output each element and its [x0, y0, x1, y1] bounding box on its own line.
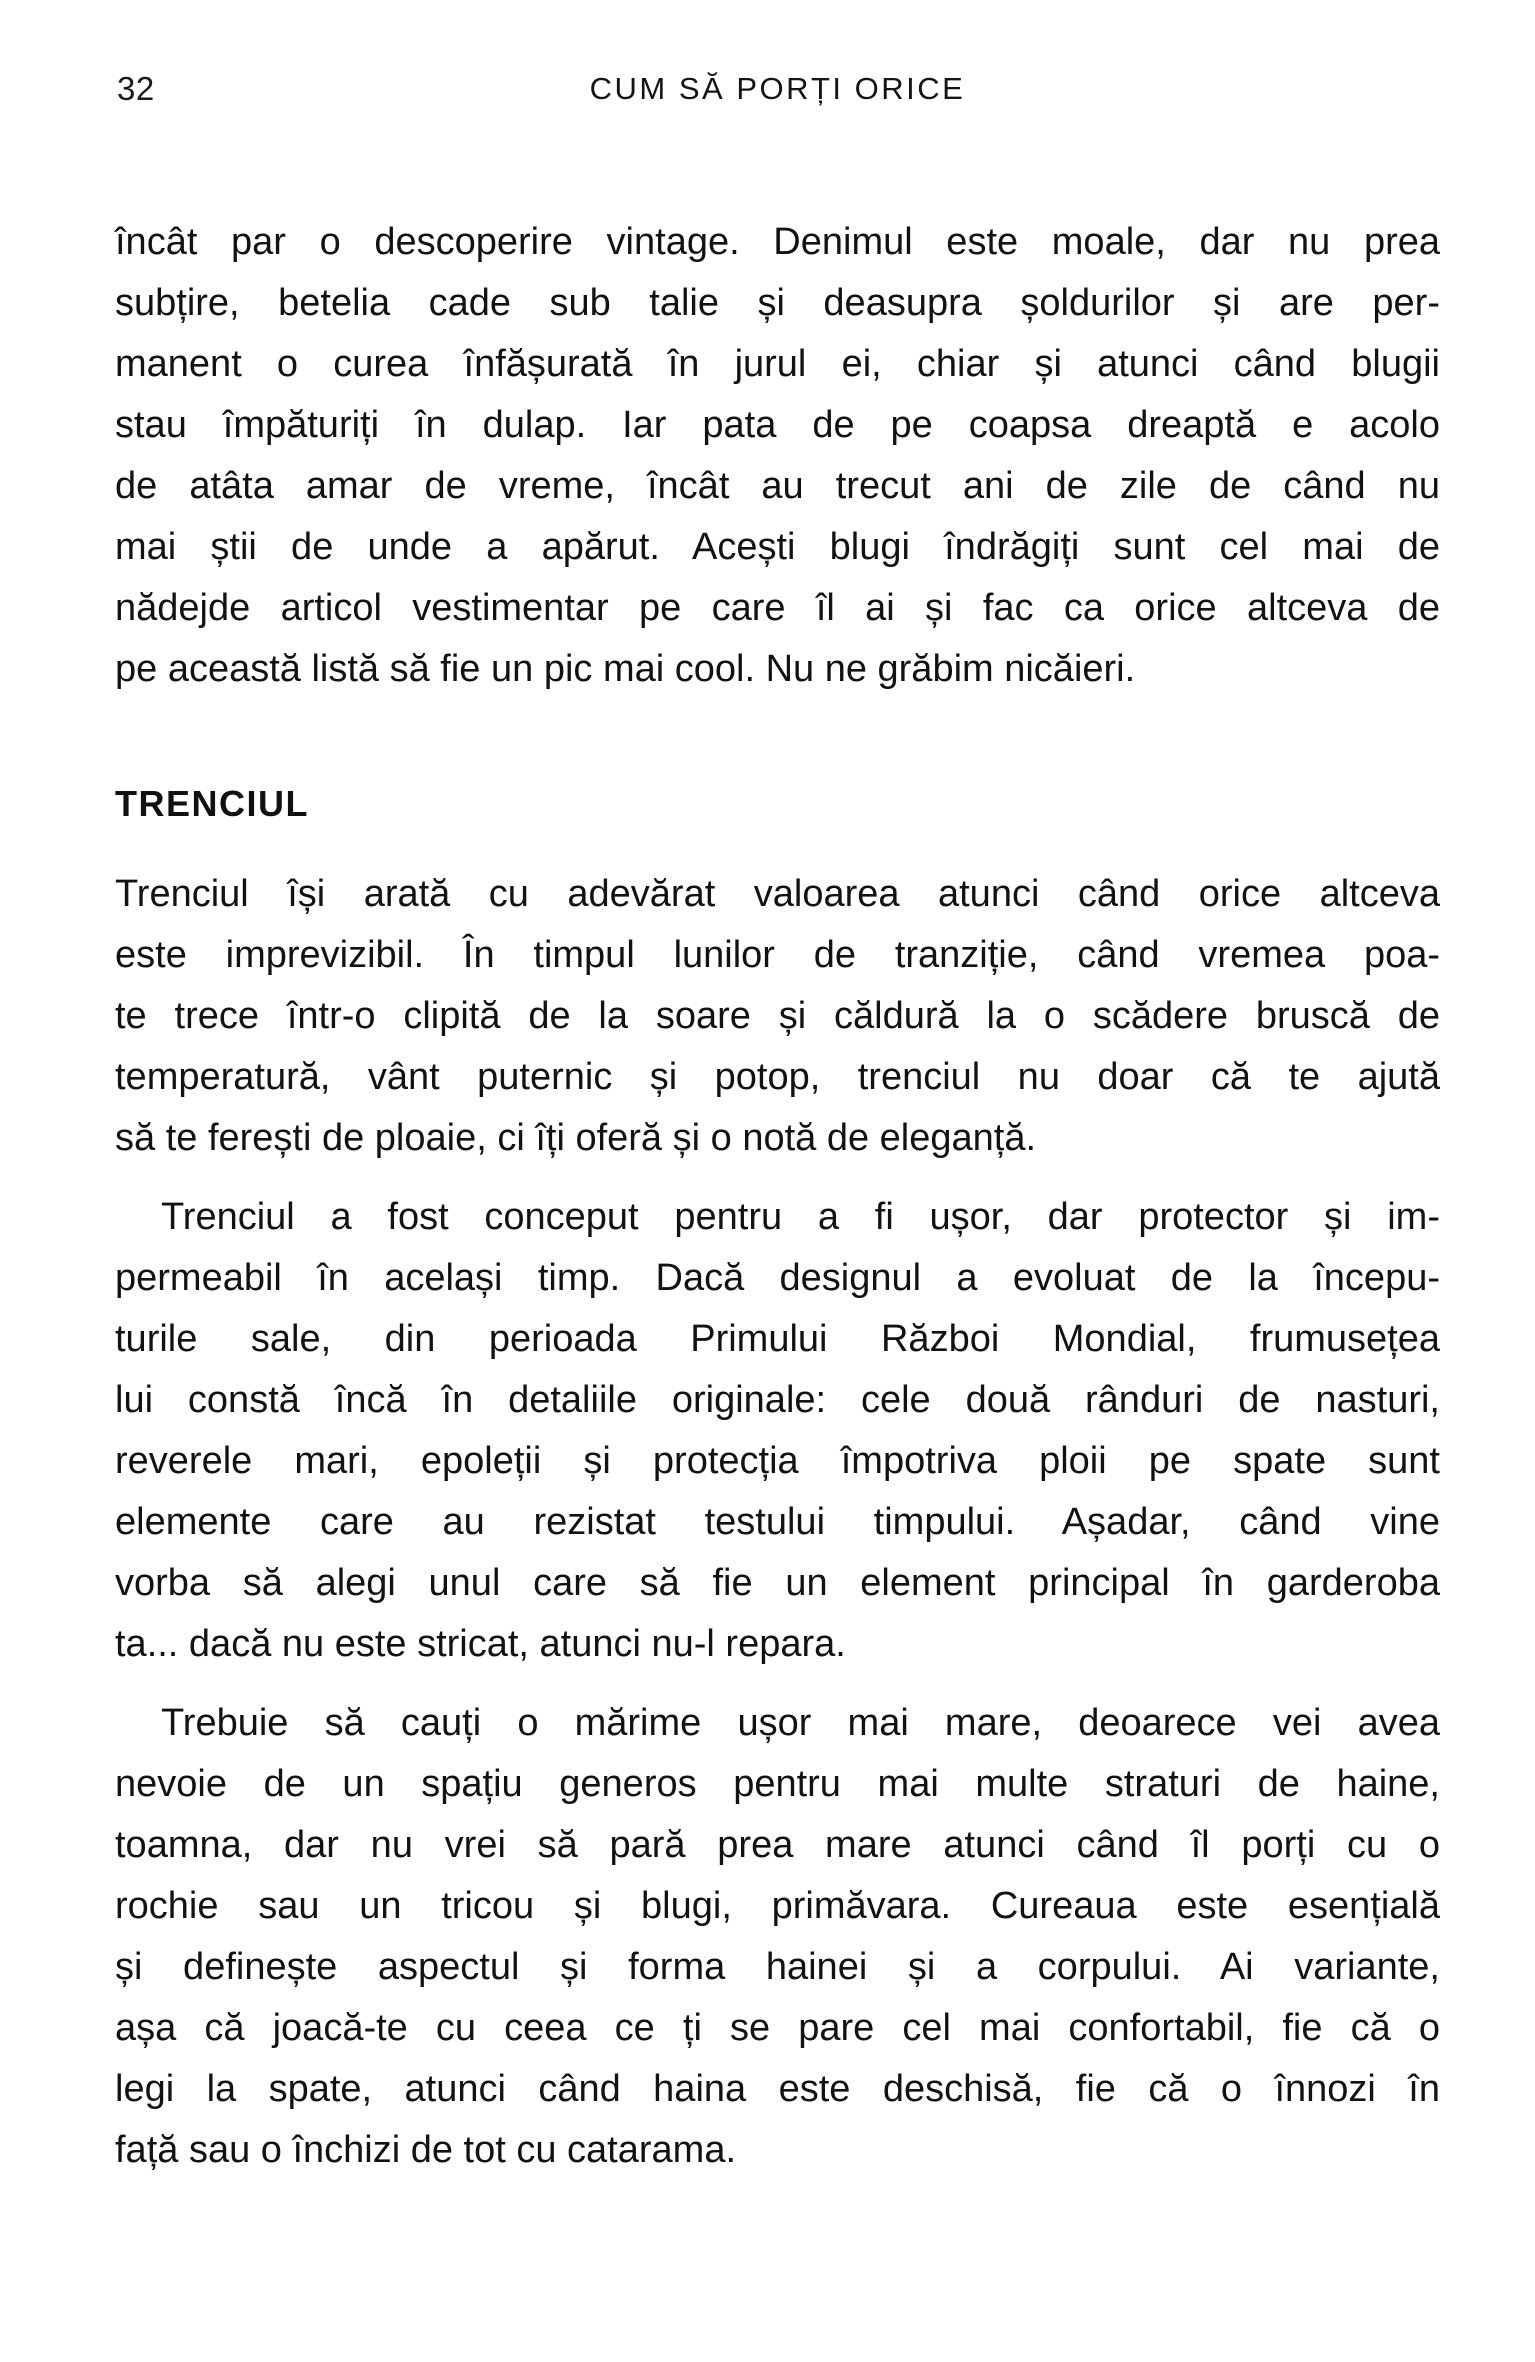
text-line: pe această listă să fie un pic mai cool. Nu ne grăbim nicăieri.	[115, 648, 1136, 690]
text-line: este imprevizibil. În timpul lunilor de tranziție, când vremea poa-	[115, 934, 1440, 976]
text-line: de atâta amar de vreme, încât au trecut ani de zile de când nu	[115, 465, 1440, 507]
text-line: mai știi de unde a apărut. Acești blugi îndrăgiți sunt cel mai de	[115, 526, 1440, 568]
running-header	[115, 68, 1440, 112]
text-line: lui constă încă în detaliile originale: cele două rânduri de nasturi,	[115, 1379, 1440, 1421]
page-number: 32	[117, 70, 155, 107]
text-line: te trece într-o clipită de la soare și căldură la o scădere bruscă de	[115, 995, 1440, 1037]
text-line: legi la spate, atunci când haina este deschisă, fie că o înnozi în	[115, 2068, 1440, 2110]
paragraph	[115, 1693, 1440, 2181]
body-text-column	[115, 212, 1440, 2199]
paragraph	[115, 212, 1440, 700]
text-line: așa că joacă-te cu ceea ce ți se pare cel mai confortabil, fie că o	[115, 2007, 1440, 2049]
text-line: rochie sau un tricou și blugi, primăvara. Cureaua este esențială	[115, 1885, 1440, 1927]
running-title: CUM SĂ PORȚI ORICE	[589, 71, 966, 106]
text-line: și definește aspectul și forma hainei și a corpului. Ai variante,	[115, 1946, 1440, 1988]
text-line: elemente care au rezistat testului timpului. Așadar, când vine	[115, 1501, 1440, 1543]
text-line: subțire, betelia cade sub talie și deasupra șoldurilor și are per-	[115, 282, 1440, 324]
text-line: față sau o închizi de tot cu catarama.	[115, 2129, 737, 2171]
text-line: încât par o descoperire vintage. Denimul este moale, dar nu prea	[115, 221, 1440, 263]
text-line: nădejde articol vestimentar pe care îl ai și fac ca orice altceva de	[115, 587, 1440, 629]
text-line: Trenciul a fost conceput pentru a fi ușor, dar protector și im-	[161, 1196, 1440, 1238]
text-line: stau împăturiți în dulap. Iar pata de pe coapsa dreaptă e acolo	[115, 404, 1440, 446]
text-line: Trenciul își arată cu adevărat valoarea atunci când orice altceva	[115, 873, 1440, 915]
text-line: toamna, dar nu vrei să pară prea mare atunci când îl porți cu o	[115, 1824, 1440, 1866]
text-line: nevoie de un spațiu generos pentru mai multe straturi de haine,	[115, 1763, 1440, 1805]
text-line: să te ferești de ploaie, ci îți oferă și o notă de eleganță.	[115, 1117, 1037, 1159]
text-line: manent o curea înfășurată în jurul ei, chiar și atunci când blugii	[115, 343, 1440, 385]
text-line: vorba să alegi unul care să fie un element principal în garderoba	[115, 1562, 1440, 1604]
text-line: temperatură, vânt puternic și potop, trenciul nu doar că te ajută	[115, 1056, 1440, 1098]
paragraph	[115, 1187, 1440, 1675]
paragraph	[115, 864, 1440, 1169]
text-line: reverele mari, epoleții și protecția împotriva ploii pe spate sunt	[115, 1440, 1440, 1482]
text-line: permeabil în același timp. Dacă designul a evoluat de la începu-	[115, 1257, 1440, 1299]
section-heading: TRENCIUL	[115, 783, 309, 824]
text-line: turile sale, din perioada Primului Război Mondial, frumusețea	[115, 1318, 1440, 1360]
text-line: ta... dacă nu este stricat, atunci nu-l repara.	[115, 1623, 846, 1665]
text-line: Trebuie să cauți o mărime ușor mai mare, deoarece vei avea	[161, 1702, 1440, 1744]
